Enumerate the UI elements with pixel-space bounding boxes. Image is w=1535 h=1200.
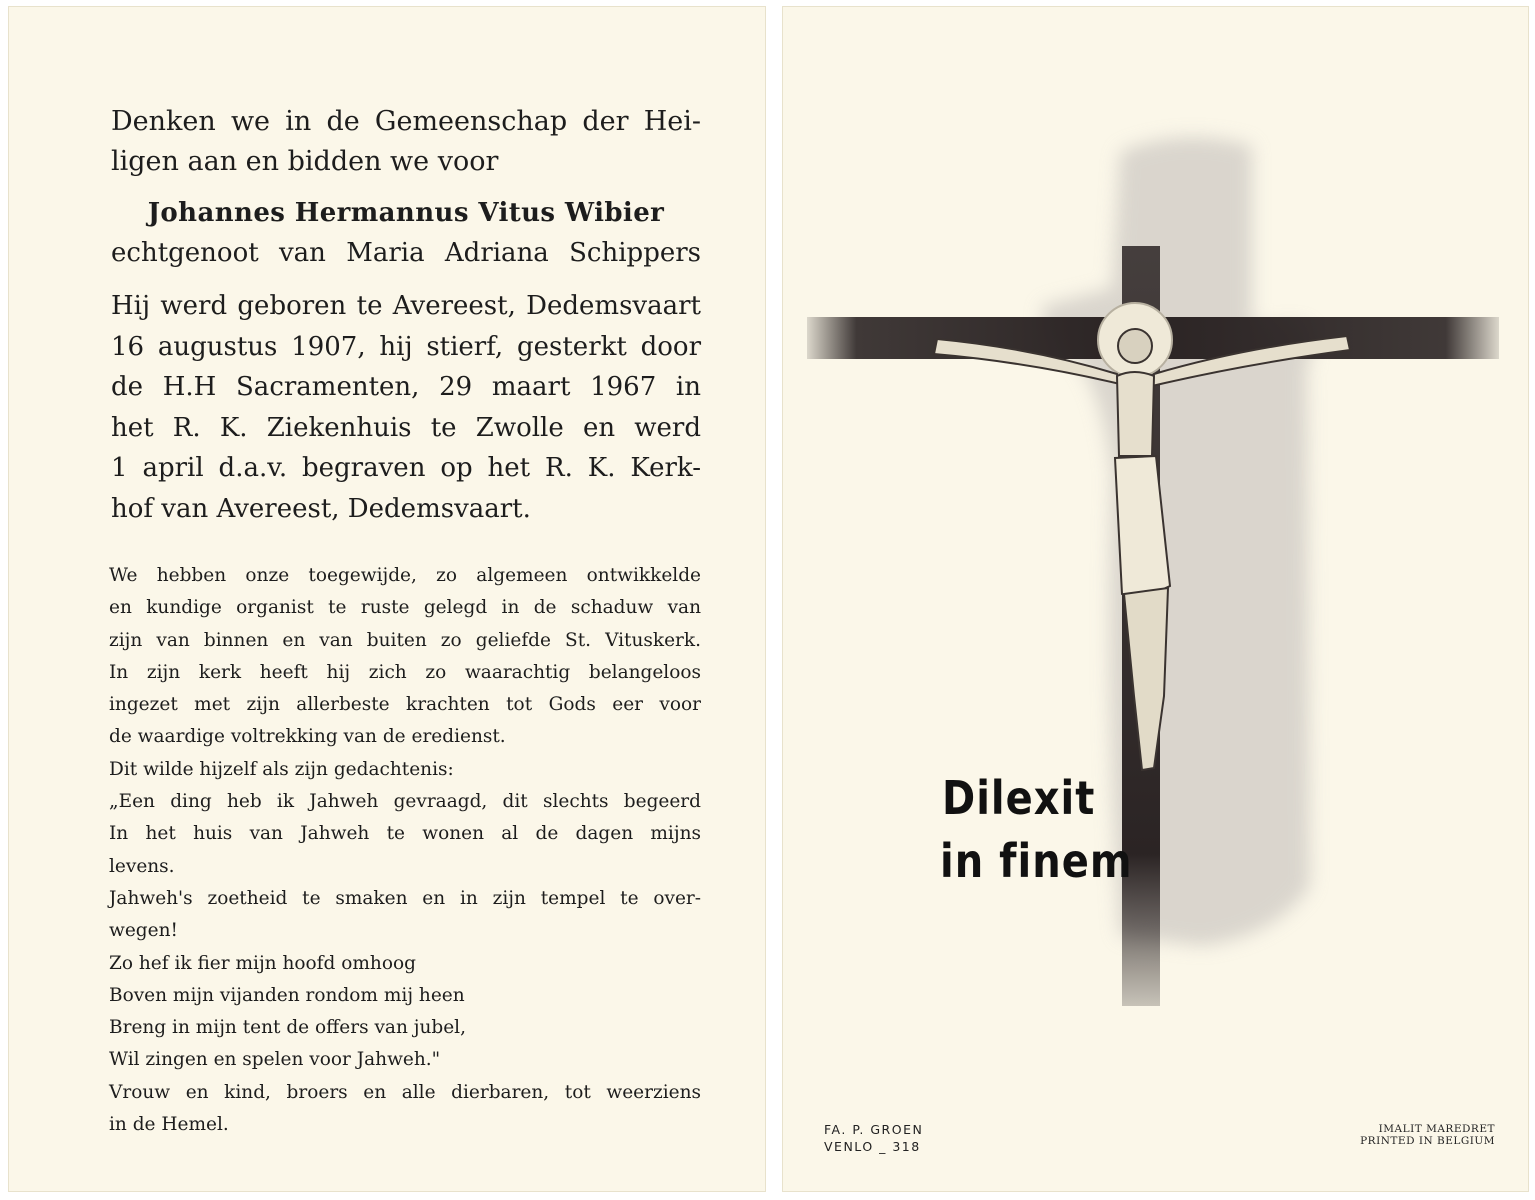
psalm-line: levens. <box>109 855 175 877</box>
motto-line-1: Dilexit <box>942 772 1096 826</box>
spouse-line: echtgenoot van Maria Adriana Schippers <box>111 238 701 268</box>
intro-line: Denken we in de Gemeenschap der Hei- <box>111 106 701 137</box>
tribute-line: zijn van binnen en van buiten zo geliefde St. Vituskerk. <box>109 629 701 651</box>
farewell-line: Vrouw en kind, broers en alle dierbaren, tot weerziens <box>109 1081 701 1103</box>
torso <box>1117 372 1154 456</box>
bio-line: 1 april d.a.v. begraven op het R. K. Kerk- <box>111 453 701 483</box>
artist-credit <box>824 1121 923 1155</box>
psalm-line: In het huis van Jahweh te wonen al de dagen mijns <box>109 823 701 845</box>
bio-line: Hij werd geboren te Avereest, Dedemsvaart <box>111 291 701 321</box>
psalm-line: Boven mijn vijanden rondom mij heen <box>109 984 465 1006</box>
tribute-line: We hebben onze toegewijde, zo algemeen ontwikkelde <box>109 565 701 586</box>
farewell-line: in de Hemel. <box>109 1114 229 1136</box>
motto-line-2: in finem <box>940 835 1133 889</box>
tribute-line: de waardige voltrekking van de eredienst. <box>109 726 506 748</box>
printer-credit-line: PRINTED IN BELGIUM <box>1360 1135 1495 1147</box>
tribute-text <box>109 560 701 1141</box>
psalm-line: Breng in mijn tent de offers van jubel, <box>109 1017 466 1039</box>
deceased-name: Johannes Hermannus Vitus Wibier <box>147 198 665 228</box>
psalm-line: Jahweh's zoetheid te smaken en in zijn tempel te over- <box>109 887 701 909</box>
intro-line: ligen aan en bidden we voor <box>111 145 499 177</box>
tribute-line: In zijn kerk heeft hij zich zo waarachtig belangeloos <box>109 661 701 683</box>
tribute-line: Dit wilde hijzelf als zijn gedachtenis: <box>109 758 454 780</box>
tribute-line: ingezet met zijn allerbeste krachten tot Gods eer voor <box>109 694 701 716</box>
psalm-line: wegen! <box>109 920 178 942</box>
right-memorial-card <box>782 6 1529 1192</box>
left-memorial-card <box>8 6 766 1192</box>
biography <box>111 286 701 529</box>
bio-line: hof van Avereest, Dedemsvaart. <box>111 493 531 524</box>
printer-credit-line: IMALIT MAREDRET <box>1378 1123 1495 1135</box>
artist-credit-line: FA. P. GROEN <box>824 1122 924 1137</box>
head <box>1118 329 1152 363</box>
tribute-line: en kundige organist te ruste gelegd in de schaduw van <box>109 597 701 619</box>
bio-line: het R. K. Ziekenhuis te Zwolle en werd <box>111 412 701 443</box>
psalm-line: Zo hef ik fier mijn hoofd omhoog <box>109 952 416 974</box>
bio-line: de H.H Sacramenten, 29 maart 1967 in <box>111 372 701 402</box>
bio-line: 16 augustus 1907, hij stierf, gesterkt door <box>111 331 701 362</box>
psalm-line: Wil zingen en spelen voor Jahweh." <box>109 1049 441 1071</box>
printer-credit <box>1360 1123 1495 1147</box>
artist-credit-line: VENLO _ 318 <box>824 1139 921 1154</box>
psalm-line: „Een ding heb ik Jahweh gevraagd, dit slechts begeerd <box>109 791 701 813</box>
crucifix-illustration <box>782 6 1529 1192</box>
intro-text <box>111 102 701 181</box>
